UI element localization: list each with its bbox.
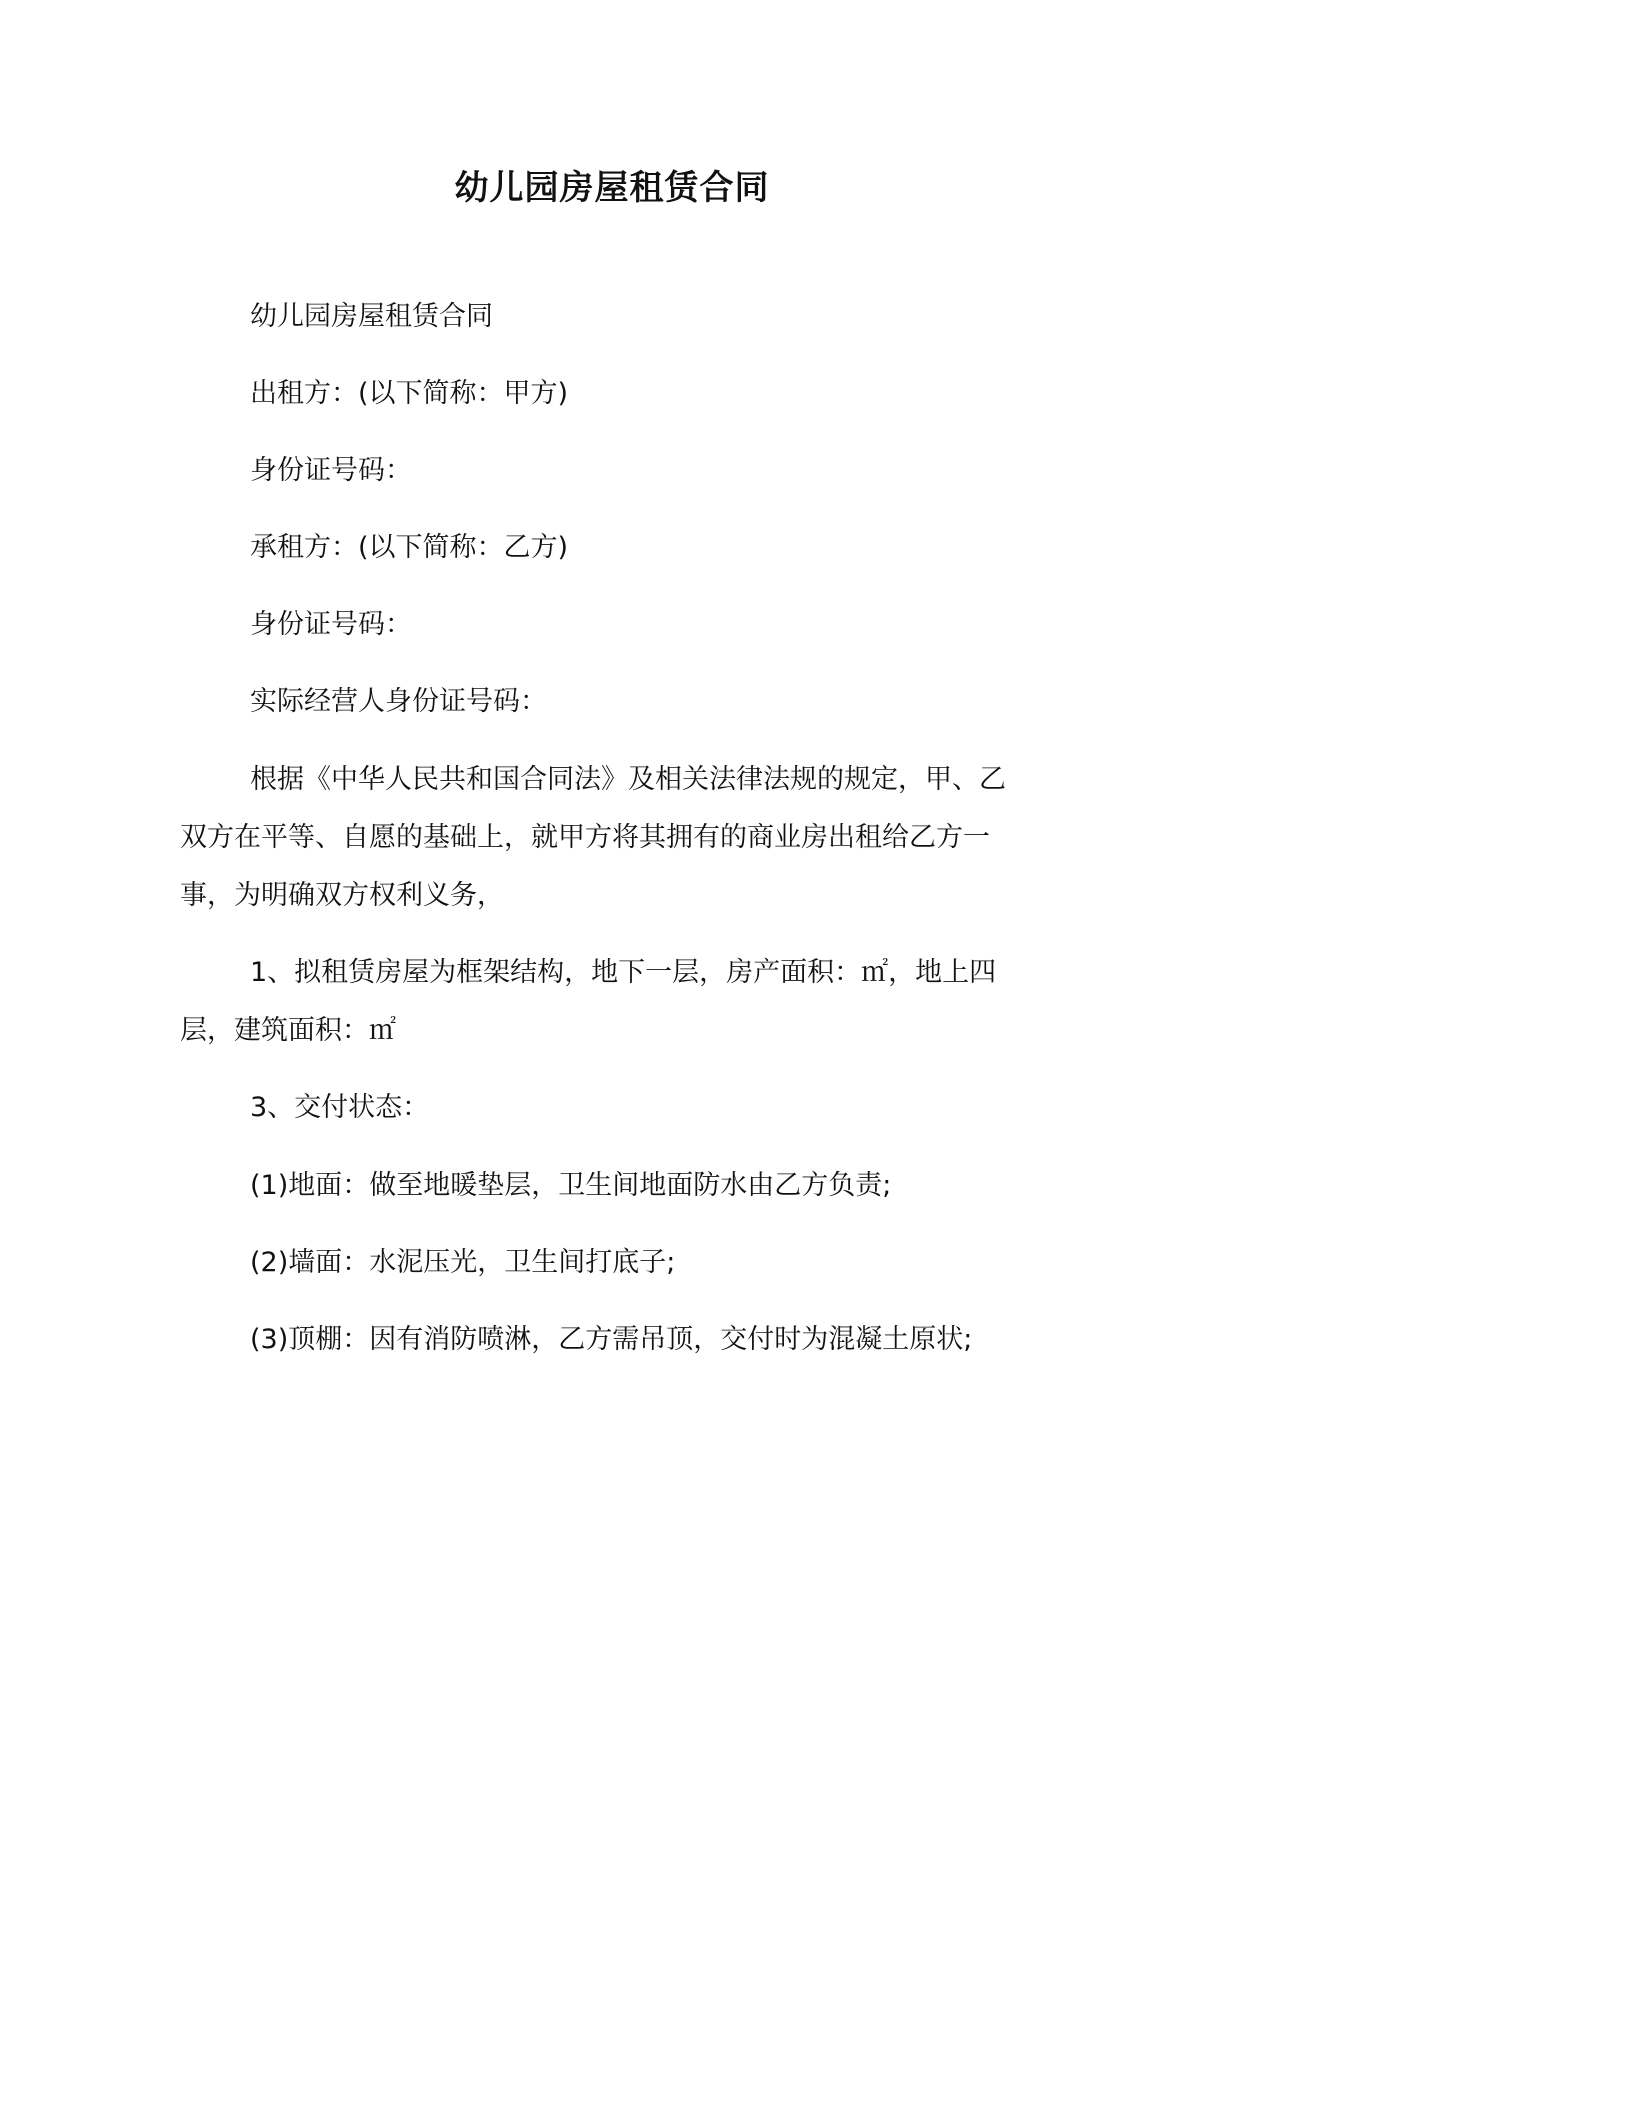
paragraph-legal-basis: 根据《中华人民共和国合同法》及相关法律法规的规定，甲、乙双方在平等、自愿的基础上，就甲方将其拥有的商业房出租给乙方一事，为明确双方权利义务， [180, 764, 1006, 911]
paragraph-clause-3: 3、交付状态： [250, 1092, 430, 1123]
paragraph-ceiling: (3)顶棚：因有消防喷淋，乙方需吊顶，交付时为混凝土原状; [250, 1324, 973, 1355]
paragraph-lessor-id: 身份证号码： [250, 455, 412, 486]
paragraph-lessee: 承租方：(以下简称：乙方) [250, 532, 569, 563]
paragraph-wall: (2)墙面：水泥压光，卫生间打底子; [250, 1247, 676, 1278]
paragraph-floor: (1)地面：做至地暖垫层，卫生间地面防水由乙方负责; [250, 1170, 892, 1201]
paragraph-operator-id: 实际经营人身份证号码： [250, 686, 547, 717]
paragraph-lessor: 出租方：(以下简称：甲方) [250, 378, 569, 409]
document-title: 幼儿园房屋租赁合同 [454, 168, 770, 208]
paragraph-lessee-id: 身份证号码： [250, 609, 412, 640]
paragraph-subtitle: 幼儿园房屋租赁合同 [250, 301, 493, 332]
paragraph-clause-1: 1、拟租赁房屋为框架结构，地下一层，房产面积：㎡，地上四层，建筑面积：㎡ [180, 957, 997, 1046]
